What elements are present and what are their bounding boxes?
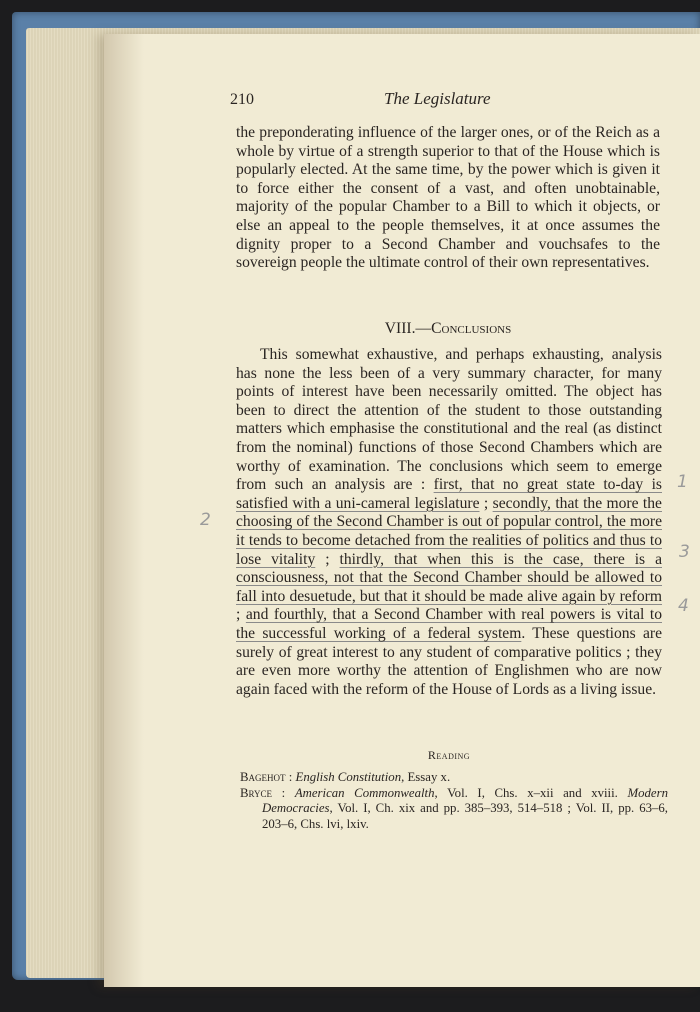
reference-bryce [240,786,668,833]
page-header [230,89,666,113]
running-title: The Legislature [384,89,491,108]
section-number: VIII.— [384,320,432,337]
margin-note-1: 1 [677,472,688,492]
margin-note-4: 4 [678,596,689,616]
paragraph-1: the preponderating influence of the larger ones, or of the Reich as a whole by virtue of a strength superior to that of the House which is popularly elected. At the same time, by the power which is given it to force either the consent of a vast, and often unobtainable, majority of the popular Chamber to a Bill to which it objects, or else an appeal to the people themselves, it at once assumes the dignity proper to a Second Chamber and vouchsafes to the sovereign people the ultimate control of their own representatives. [236,124,660,272]
ref-detail: , Vol. I, Chs. x–xii and xviii. [434,785,628,800]
ref-author: Bryce [240,785,273,800]
ref-title: American Commonwealth [294,785,435,800]
ref-separator: : [285,770,296,784]
section-title: Conclusions [431,320,512,337]
ref-title: English Constitution [295,770,402,784]
para2-text-1: This somewhat exhaustive, and perhaps exhausting, analysis has none the less been of a very summary character, for many points of interest have been necessarily omitted. The object has been to direct the attention of the student to those outstanding matters which emphasise the constitutional and the real (as distinct from the nominal) functions of those Second Chambers which are worthy of examination. The conclusions which seem to emerge from such an analysis are : [236,346,662,494]
underlined-conclusion-4: and fourthly, that a Second Chamber with real powers is vital to the successful working of a federal system [236,606,662,642]
paragraph-2 [236,346,662,699]
para2-text-3: ; [315,550,340,568]
ref-detail-2: , Vol. I, Ch. xix and pp. 385–393, 514–518 ; Vol. II, pp. 63–6, 203–6, Chs. lvi, lxiv. [262,801,668,831]
para2-text-5: . These questions are surely of great interest to any student of comparative politics ; they are even more worthy the attention of Englishmen who are now again faced with the reform of the House of Lords as a living issue. [236,624,662,698]
margin-note-2: 2 [200,510,211,530]
ref-title-2: Modern Democracies [262,785,668,815]
ref-separator: : [272,785,295,800]
section-heading [236,320,660,338]
underlined-conclusion-3: thirdly, that when this is the case, there is a consciousness, not that the Second Chamber should be allowed to fall into desuetude, but that it should be made alive again by reform [236,550,662,605]
reading-heading: Reading [427,748,471,762]
para2-text-2: ; [479,494,493,512]
ref-author: Bagehot [240,770,286,784]
reference-bagehot [240,770,668,786]
underlined-conclusion-2: secondly, that the more the choosing of the Second Chamber is out of popular control, the more it tends to become detached from the realities of politics and thus to lose vitality [236,494,662,568]
reading-list [240,770,668,832]
underlined-conclusion-1: first, that no great state to-day is satisfied with a uni-cameral legislature [236,476,662,512]
ref-detail: , Essay x. [401,770,451,784]
margin-note-3: 3 [679,542,690,562]
page-number: 210 [230,91,254,108]
para2-text-4: ; [236,606,246,624]
